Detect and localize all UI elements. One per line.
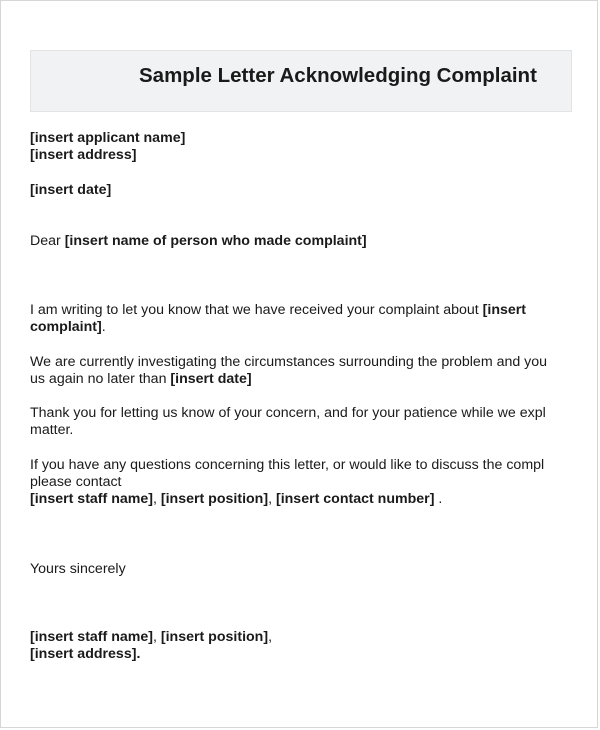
signature-address: [insert address].	[30, 646, 141, 662]
salutation-name: [insert name of person who made complaint]	[64, 233, 367, 249]
para3-line1: Thank you for letting us know of your concern, and for your patience while we expl	[30, 405, 546, 421]
signature-sep2: ,	[268, 629, 273, 645]
para4-line1: If you have any questions concerning this letter, or would like to discuss the compl	[30, 457, 545, 473]
para4-staff-name: [insert staff name]	[30, 491, 153, 507]
applicant-address: [insert address]	[30, 147, 137, 163]
letter-date: [insert date]	[30, 182, 112, 198]
para4-position: [insert position]	[160, 491, 269, 507]
para1-line2	[30, 319, 106, 336]
signature-sep1: ,	[152, 629, 161, 645]
para4-line3	[30, 491, 442, 508]
salutation	[30, 233, 367, 250]
para1-period: .	[101, 319, 106, 335]
para4-sep2: ,	[268, 491, 276, 507]
applicant-name: [insert applicant name]	[30, 130, 186, 146]
para2-line2	[30, 371, 252, 388]
signature-line1	[30, 629, 272, 646]
para1-complaint: complaint]	[30, 319, 102, 335]
letter-body	[30, 0, 574, 730]
para4-sep1: ,	[152, 491, 161, 507]
signature-staff-name: [insert staff name]	[30, 629, 153, 645]
para1-insert: [insert	[482, 302, 527, 318]
para2-text: us again no later than	[30, 371, 171, 387]
closing: Yours sincerely	[30, 561, 126, 577]
salutation-dear: Dear	[30, 233, 65, 249]
para1-line1	[30, 302, 526, 319]
para2-line1: We are currently investigating the circumstances surrounding the problem and you	[30, 354, 548, 370]
letter-title: Sample Letter Acknowledging Complaint	[139, 64, 537, 87]
para4-contact-number: [insert contact number]	[275, 491, 435, 507]
para3-line2: matter.	[30, 422, 74, 438]
para4-line2: please contact	[30, 474, 122, 490]
para4-end: .	[434, 491, 443, 507]
para2-date: [insert date]	[170, 371, 252, 387]
para1-text: I am writing to let you know that we have received your complaint about	[30, 302, 483, 318]
signature-position: [insert position]	[160, 629, 269, 645]
